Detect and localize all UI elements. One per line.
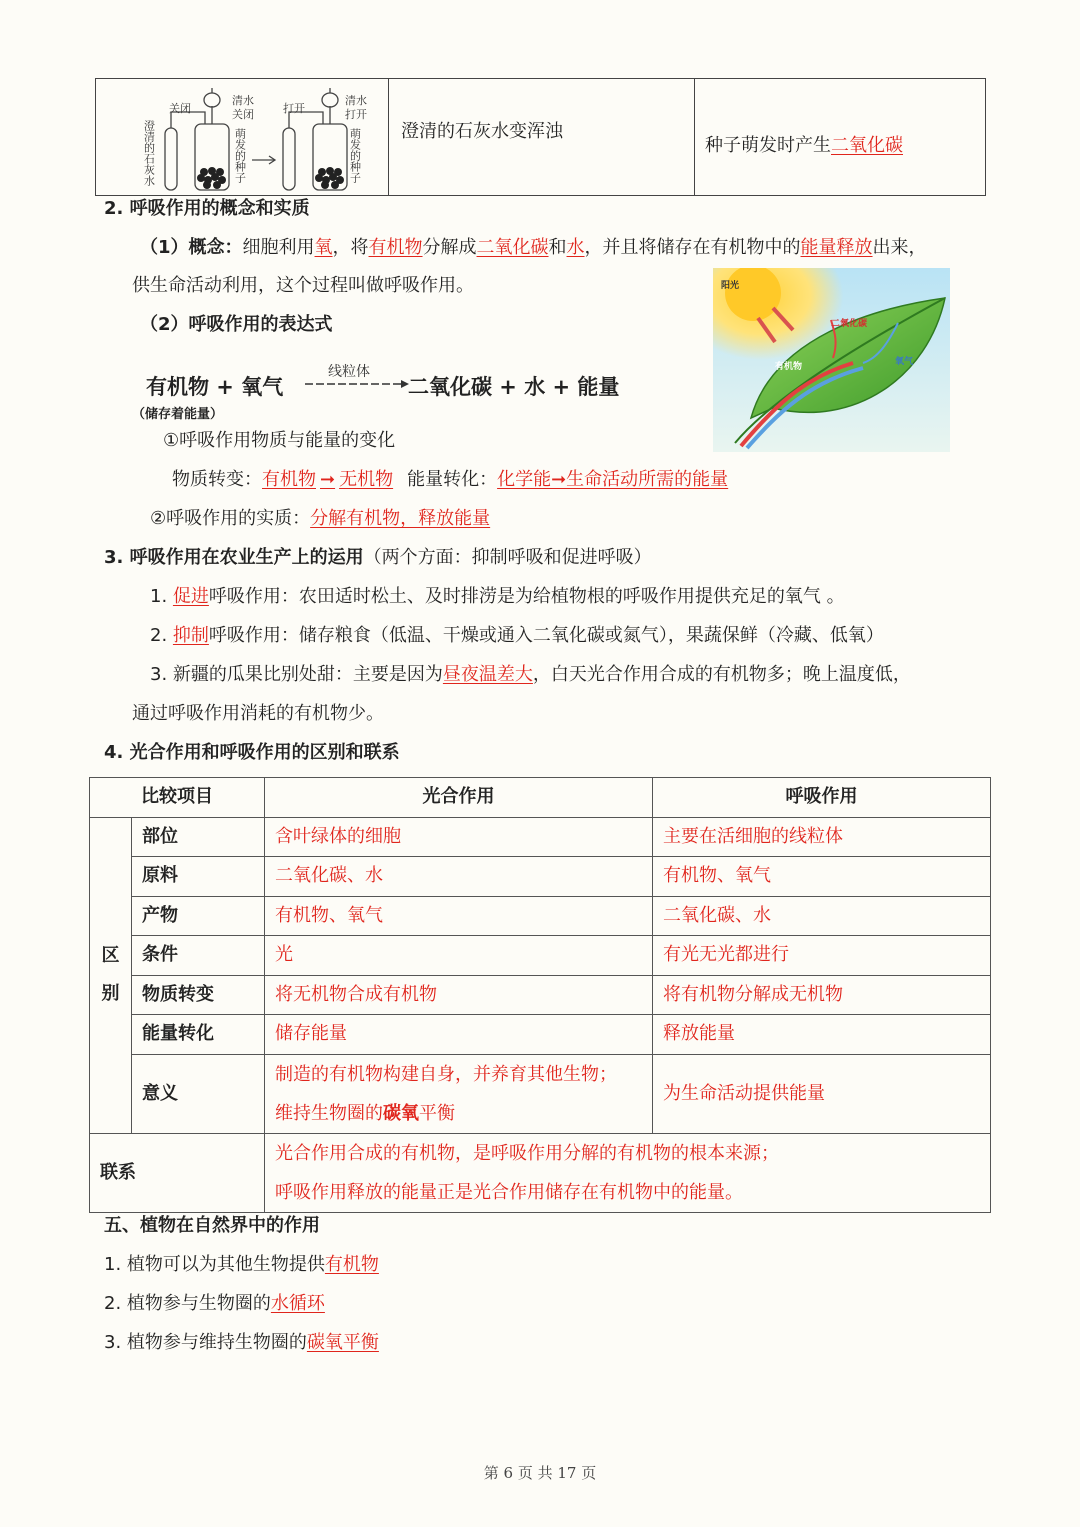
table-row bbox=[90, 896, 991, 936]
link-cell bbox=[265, 1133, 991, 1212]
s5-item-answer: 有机物 bbox=[324, 1254, 379, 1275]
label-water-1: 清水 bbox=[232, 94, 254, 107]
s5-item-answer: 水循环 bbox=[270, 1293, 325, 1314]
conclusion-prefix: 种子萌发时产生 bbox=[705, 135, 831, 156]
concept-text: 出来， bbox=[872, 237, 927, 258]
row-label: 意义 bbox=[132, 1054, 265, 1133]
s5-item-text: 1. 植物可以为其他生物提供 bbox=[104, 1254, 325, 1275]
experiment-phenomenon: 澄清的石灰水变浑浊 bbox=[401, 121, 563, 142]
concept-text: ，并且将储存在有机物中的 bbox=[584, 237, 801, 258]
matter-answer-1: 有机物 bbox=[262, 469, 316, 490]
row-label: 物质转变 bbox=[132, 975, 265, 1015]
resp-cell: 二氧化碳、水 bbox=[653, 896, 991, 936]
label-water-2: 清水 bbox=[345, 94, 367, 107]
label-open-2: 打开 bbox=[345, 108, 367, 121]
section-3-heading bbox=[104, 546, 652, 570]
label-closed: 关闭 bbox=[169, 102, 191, 115]
s3-item-1-key: 促进 bbox=[172, 586, 209, 607]
experiment-diagram-cell bbox=[96, 79, 389, 196]
leaf-label-organic: 有机物 bbox=[775, 362, 803, 372]
row-label: 部位 bbox=[132, 817, 265, 857]
s5-item-text: 3. 植物参与维持生物圈的 bbox=[104, 1332, 307, 1353]
photo-meaning-line-2 bbox=[275, 1094, 642, 1133]
concept-label: （1）概念： bbox=[140, 237, 243, 258]
table-row-link bbox=[90, 1133, 991, 1212]
equation-note: （储存着能量） bbox=[132, 407, 224, 422]
s3-item-3-key: 昼夜温差大 bbox=[442, 664, 533, 685]
sub2-label: ②呼吸作用的实质： bbox=[150, 508, 311, 529]
label-seeds-left: 萌发的种子 bbox=[233, 128, 247, 183]
s3-item-2-text: 呼吸作用：储存粮食（低温、干燥或通入二氧化碳或氮气），果蔬保鲜（冷藏、低氧） bbox=[208, 625, 884, 646]
s3-item-3-line-2: 通过呼吸作用消耗的有机物少。 bbox=[132, 703, 384, 724]
answer-water: 水 bbox=[566, 237, 585, 258]
meaning-text: 平衡 bbox=[419, 1102, 455, 1124]
row-label: 原料 bbox=[132, 857, 265, 897]
link-label: 联系 bbox=[90, 1133, 265, 1212]
leaf-label-co2: 二氧化碳 bbox=[831, 319, 868, 329]
s5-item-text: 2. 植物参与生物圈的 bbox=[104, 1293, 271, 1314]
leaf-label-sun: 阳光 bbox=[721, 281, 740, 291]
s3-item-2 bbox=[150, 624, 884, 648]
energy-answer: 化学能➞生命活动所需的能量 bbox=[497, 469, 729, 490]
concept-line-2: 供生命活动利用，这个过程叫做呼吸作用。 bbox=[132, 275, 474, 296]
section-3-title: 3. 呼吸作用在农业生产上的运用 bbox=[104, 547, 364, 568]
concept-text: 细胞利用 bbox=[242, 237, 315, 258]
concept-text: ，将 bbox=[332, 237, 369, 258]
table-row bbox=[90, 857, 991, 897]
answer-organic: 有机物 bbox=[368, 237, 423, 258]
s5-item-3 bbox=[104, 1331, 379, 1355]
group-label-difference bbox=[90, 817, 132, 1133]
concept-text: 分解成 bbox=[422, 237, 477, 258]
section-4-heading: 4. 光合作用和呼吸作用的区别和联系 bbox=[104, 742, 400, 763]
matter-label: 物质转变： bbox=[172, 469, 262, 490]
table-row bbox=[90, 817, 991, 857]
link-line-2: 呼吸作用释放的能量正是光合作用储存在有机物中的能量。 bbox=[275, 1181, 743, 1203]
header-respiration: 呼吸作用 bbox=[653, 778, 991, 818]
energy-label: 能量转化： bbox=[407, 469, 498, 490]
matter-answer-2: 无机物 bbox=[339, 469, 394, 490]
sub2-answer: 分解有机物，释放能量 bbox=[310, 508, 491, 529]
s5-item-1 bbox=[104, 1253, 379, 1277]
table-row bbox=[90, 1015, 991, 1055]
item-number: 1. bbox=[150, 586, 168, 607]
section-3-note: （两个方面：抑制呼吸和促进呼吸） bbox=[363, 547, 652, 568]
section-5-heading: 五、植物在自然界中的作用 bbox=[104, 1215, 320, 1236]
table-row-meaning bbox=[90, 1054, 991, 1133]
leaf-label-o2: 氧气 bbox=[895, 357, 914, 367]
expression-heading: （2）呼吸作用的表达式 bbox=[140, 314, 333, 335]
comparison-table bbox=[89, 777, 991, 1213]
sub1-heading: ①呼吸作用物质与能量的变化 bbox=[163, 430, 396, 451]
page-footer: 第 6 页 共 17 页 bbox=[483, 1464, 597, 1482]
resp-meaning-cell: 为生命活动提供能量 bbox=[653, 1054, 991, 1133]
experiment-phenomenon-cell bbox=[389, 79, 695, 196]
label-limewater: 澄清的石灰水 bbox=[142, 120, 156, 186]
s3-item-2-key: 抑制 bbox=[172, 625, 209, 646]
experiment-conclusion-cell bbox=[695, 79, 986, 196]
s5-item-answer: 碳氧平衡 bbox=[306, 1332, 379, 1353]
experiment-table bbox=[95, 78, 986, 196]
concept-text: 和 bbox=[548, 237, 567, 258]
equation-right: 二氧化碳 + 水 + 能量 bbox=[408, 375, 620, 399]
resp-cell: 将有机物分解成无机物 bbox=[653, 975, 991, 1015]
table-row bbox=[90, 936, 991, 976]
row-label: 产物 bbox=[132, 896, 265, 936]
meaning-text: 维持生物圈的 bbox=[275, 1102, 383, 1124]
s3-item-3-pre: 3. 新疆的瓜果比别处甜：主要是因为 bbox=[150, 664, 443, 685]
photo-meaning-line-1: 制造的有机物构建自身，并养育其他生物； bbox=[275, 1063, 617, 1085]
label-open: 打开 bbox=[283, 102, 305, 115]
matter-arrow: ➞ bbox=[320, 469, 336, 490]
label-seeds-right: 萌发的种子 bbox=[348, 128, 362, 183]
item-number: 2. bbox=[150, 625, 168, 646]
experiment-apparatus-diagram bbox=[97, 80, 387, 194]
leaf-respiration-illustration bbox=[713, 268, 950, 452]
sub2-line bbox=[150, 507, 490, 531]
photo-cell: 将无机物合成有机物 bbox=[265, 975, 653, 1015]
table-header-row bbox=[90, 778, 991, 818]
s5-item-2 bbox=[104, 1292, 325, 1316]
header-compare-item: 比较项目 bbox=[90, 778, 265, 818]
answer-energy: 能量释放 bbox=[800, 237, 873, 258]
answer-co2: 二氧化碳 bbox=[476, 237, 549, 258]
conclusion-answer: 二氧化碳 bbox=[831, 135, 903, 156]
link-line-1: 光合作用合成的有机物，是呼吸作用分解的有机物的根本来源； bbox=[275, 1142, 779, 1164]
header-photosynthesis: 光合作用 bbox=[265, 778, 653, 818]
s3-item-1 bbox=[150, 585, 845, 609]
equation-arrow-icon bbox=[305, 378, 410, 390]
equation-catalyst: 线粒体 bbox=[328, 364, 370, 380]
s3-item-3 bbox=[150, 663, 911, 687]
row-label: 能量转化 bbox=[132, 1015, 265, 1055]
meaning-carbon-oxygen: 碳氧 bbox=[383, 1102, 419, 1124]
photo-cell: 光 bbox=[265, 936, 653, 976]
label-closed-2: 关闭 bbox=[232, 108, 254, 121]
matter-energy-line bbox=[172, 468, 728, 492]
resp-cell: 有光无光都进行 bbox=[653, 936, 991, 976]
section-2-heading: 2. 呼吸作用的概念和实质 bbox=[104, 198, 310, 219]
s3-item-1-text: 呼吸作用：农田适时松土、及时排涝是为给植物根的呼吸作用提供充足的氧气 。 bbox=[208, 586, 845, 607]
s3-item-3-post: ，白天光合作用合成的有机物多；晚上温度低， bbox=[532, 664, 911, 685]
concept-line-1 bbox=[140, 236, 927, 260]
photo-cell: 含叶绿体的细胞 bbox=[265, 817, 653, 857]
photo-meaning-cell bbox=[265, 1054, 653, 1133]
resp-cell: 有机物、氧气 bbox=[653, 857, 991, 897]
photo-cell: 二氧化碳、水 bbox=[265, 857, 653, 897]
resp-cell: 主要在活细胞的线粒体 bbox=[653, 817, 991, 857]
group-label-text: 区别 bbox=[101, 945, 120, 1004]
photo-cell: 有机物、氧气 bbox=[265, 896, 653, 936]
row-label: 条件 bbox=[132, 936, 265, 976]
table-row bbox=[90, 975, 991, 1015]
resp-cell: 释放能量 bbox=[653, 1015, 991, 1055]
equation-left: 有机物 + 氧气 bbox=[146, 375, 284, 399]
answer-oxygen: 氧 bbox=[314, 237, 333, 258]
photo-cell: 储存能量 bbox=[265, 1015, 653, 1055]
